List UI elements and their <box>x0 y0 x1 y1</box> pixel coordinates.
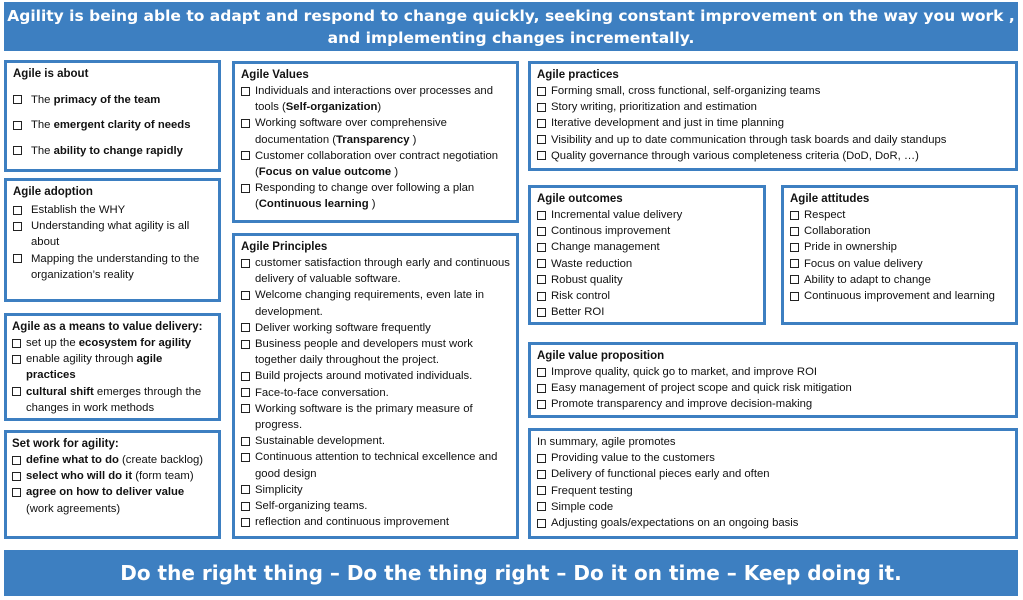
list-item: Delivery of functional pieces early and often <box>537 466 1009 482</box>
checkbox-icon <box>12 488 21 497</box>
agile-value-delivery-box <box>4 313 221 421</box>
checkbox-icon <box>537 211 546 220</box>
agile-attitudes-box <box>781 185 1018 325</box>
list-item: Frequent testing <box>537 483 1009 499</box>
checkbox-icon <box>12 472 21 481</box>
list-item: select who will do it (form team) <box>12 468 214 484</box>
checkbox-icon <box>537 368 546 377</box>
checkbox-icon <box>241 502 250 511</box>
list-item: Ability to adapt to change <box>790 272 1009 288</box>
list-item: Respect <box>790 207 1009 223</box>
list-item: cultural shift emerges through the changes in work methods <box>12 384 214 416</box>
list-item: Robust quality <box>537 272 757 288</box>
list-item: Sustainable development. <box>241 433 510 449</box>
checkbox-icon <box>241 151 250 160</box>
checkbox-icon <box>12 387 21 396</box>
list-item: Mapping the understanding to the organization’s reality <box>13 251 212 283</box>
checkbox-icon <box>13 222 22 231</box>
list-item: Working software over comprehensive documentation (Transparency ) <box>241 115 510 147</box>
list-item: Understanding what agility is all about <box>13 218 212 250</box>
checkbox-icon <box>241 259 250 268</box>
top-banner <box>4 2 1018 51</box>
checkbox-icon <box>13 146 22 155</box>
list-item: Individuals and interactions over processes and tools (Self-organization) <box>241 83 510 115</box>
list-item: Promote transparency and improve decision-making <box>537 396 1009 412</box>
agile-practices-box <box>528 61 1018 171</box>
list-item: Improve quality, quick go to market, and improve ROI <box>537 364 1009 380</box>
checkbox-icon <box>537 470 546 479</box>
checkbox-icon <box>537 502 546 511</box>
checkbox-icon <box>241 437 250 446</box>
bottom-banner: Do the right thing – Do the thing right – Do it on time – Keep doing it. <box>4 550 1018 596</box>
list-item: Focus on value delivery <box>790 256 1009 272</box>
checkbox-icon <box>790 292 799 301</box>
checkbox-icon <box>537 135 546 144</box>
checkbox-icon <box>537 454 546 463</box>
checkbox-icon <box>537 384 546 393</box>
list-item: Change management <box>537 239 757 255</box>
list-item: agree on how to deliver value (work agreements) <box>12 484 214 516</box>
list-item: reflection and continuous improvement <box>241 514 510 530</box>
agile-principles-title: Agile Principles <box>241 241 328 253</box>
list-item: Waste reduction <box>537 256 757 272</box>
agile-value-delivery-title: Agile as a means to value delivery: <box>12 321 203 333</box>
list-item: Establish the WHY <box>13 202 212 218</box>
checkbox-icon <box>13 206 22 215</box>
list-item: Adjusting goals/expectations on an ongoing basis <box>537 515 1009 531</box>
checkbox-icon <box>241 119 250 128</box>
list-item: Providing value to the customers <box>537 450 1009 466</box>
list-item: Collaboration <box>790 223 1009 239</box>
list-item: Visibility and up to date communication through task boards and daily standups <box>537 132 1009 148</box>
checkbox-icon <box>241 404 250 413</box>
agile-outcomes-title: Agile outcomes <box>537 193 623 205</box>
checkbox-icon <box>790 227 799 236</box>
list-item: Face-to-face conversation. <box>241 385 510 401</box>
list-item: Responding to change over following a plan (Continuous learning ) <box>241 180 510 212</box>
checkbox-icon <box>241 372 250 381</box>
checkbox-icon <box>241 388 250 397</box>
summary-box <box>528 428 1018 539</box>
checkbox-icon <box>790 243 799 252</box>
list-item: define what to do (create backlog) <box>12 452 214 468</box>
list-item: The ability to change rapidly <box>13 143 212 159</box>
list-item: Continous improvement <box>537 223 757 239</box>
checkbox-icon <box>12 456 21 465</box>
list-item: Easy management of project scope and quick risk mitigation <box>537 380 1009 396</box>
checkbox-icon <box>12 339 21 348</box>
list-item: enable agility through agile practices <box>12 351 214 383</box>
agile-principles-box <box>232 233 519 539</box>
list-item: Simplicity <box>241 482 510 498</box>
list-item: customer satisfaction through early and continuous delivery of valuable software. <box>241 255 510 287</box>
summary-intro: In summary, agile promotes <box>537 436 676 448</box>
checkbox-icon <box>241 291 250 300</box>
list-item: Business people and developers must work together daily throughout the project. <box>241 336 510 368</box>
agile-attitudes-title: Agile attitudes <box>790 193 870 205</box>
checkbox-icon <box>241 87 250 96</box>
checkbox-icon <box>241 323 250 332</box>
checkbox-icon <box>537 259 546 268</box>
checkbox-icon <box>241 184 250 193</box>
agile-values-title: Agile Values <box>241 69 309 81</box>
checkbox-icon <box>790 211 799 220</box>
agile-adoption-box <box>4 178 221 302</box>
checkbox-icon <box>537 292 546 301</box>
agile-values-box <box>232 61 519 223</box>
list-item: Welcome changing requirements, even late in development. <box>241 287 510 319</box>
checkbox-icon <box>537 400 546 409</box>
list-item: Customer collaboration over contract negotiation (Focus on value outcome ) <box>241 148 510 180</box>
checkbox-icon <box>537 243 546 252</box>
top-banner-line-2: and implementing changes incrementally. <box>327 29 695 47</box>
list-item: Self-organizing teams. <box>241 498 510 514</box>
agile-practices-title: Agile practices <box>537 69 619 81</box>
set-work-for-agility-box <box>4 430 221 539</box>
list-item: Working software is the primary measure of progress. <box>241 401 510 433</box>
list-item: Build projects around motivated individuals. <box>241 368 510 384</box>
checkbox-icon <box>537 275 546 284</box>
list-item: Continuous attention to technical excellence and good design <box>241 449 510 481</box>
agile-outcomes-box <box>528 185 766 325</box>
checkbox-icon <box>13 95 22 104</box>
checkbox-icon <box>241 453 250 462</box>
list-item: Iterative development and just in time planning <box>537 115 1009 131</box>
checkbox-icon <box>537 519 546 528</box>
agile-adoption-title: Agile adoption <box>13 186 93 198</box>
checkbox-icon <box>537 308 546 317</box>
list-item: Continuous improvement and learning <box>790 288 1009 304</box>
set-work-title: Set work for agility: <box>12 438 119 450</box>
list-item: Risk control <box>537 288 757 304</box>
list-item: The emergent clarity of needs <box>13 117 212 133</box>
checkbox-icon <box>537 87 546 96</box>
checkbox-icon <box>790 259 799 268</box>
list-item: Story writing, prioritization and estimation <box>537 99 1009 115</box>
list-item: set up the ecosystem for agility <box>12 335 214 351</box>
list-item: Forming small, cross functional, self-organizing teams <box>537 83 1009 99</box>
checkbox-icon <box>12 355 21 364</box>
list-item: Incremental value delivery <box>537 207 757 223</box>
top-banner-line-1: Agility is being able to adapt and respond to change quickly, seeking constant improvement on the way you work , <box>7 7 1015 25</box>
list-item: The primacy of the team <box>13 92 212 108</box>
checkbox-icon <box>13 254 22 263</box>
checkbox-icon <box>241 485 250 494</box>
checkbox-icon <box>537 103 546 112</box>
list-item: Quality governance through various completeness criteria (DoD, DoR, …) <box>537 148 1009 164</box>
checkbox-icon <box>790 275 799 284</box>
checkbox-icon <box>537 119 546 128</box>
list-item: Deliver working software frequently <box>241 320 510 336</box>
checkbox-icon <box>537 486 546 495</box>
agile-is-about-title: Agile is about <box>13 68 89 80</box>
list-item: Better ROI <box>537 304 757 320</box>
agile-value-proposition-box <box>528 342 1018 418</box>
checkbox-icon <box>241 518 250 527</box>
checkbox-icon <box>13 121 22 130</box>
value-proposition-title: Agile value proposition <box>537 350 665 362</box>
checkbox-icon <box>537 151 546 160</box>
checkbox-icon <box>537 227 546 236</box>
list-item: Pride in ownership <box>790 239 1009 255</box>
checkbox-icon <box>241 340 250 349</box>
agile-is-about-box <box>4 60 221 172</box>
list-item: Simple code <box>537 499 1009 515</box>
